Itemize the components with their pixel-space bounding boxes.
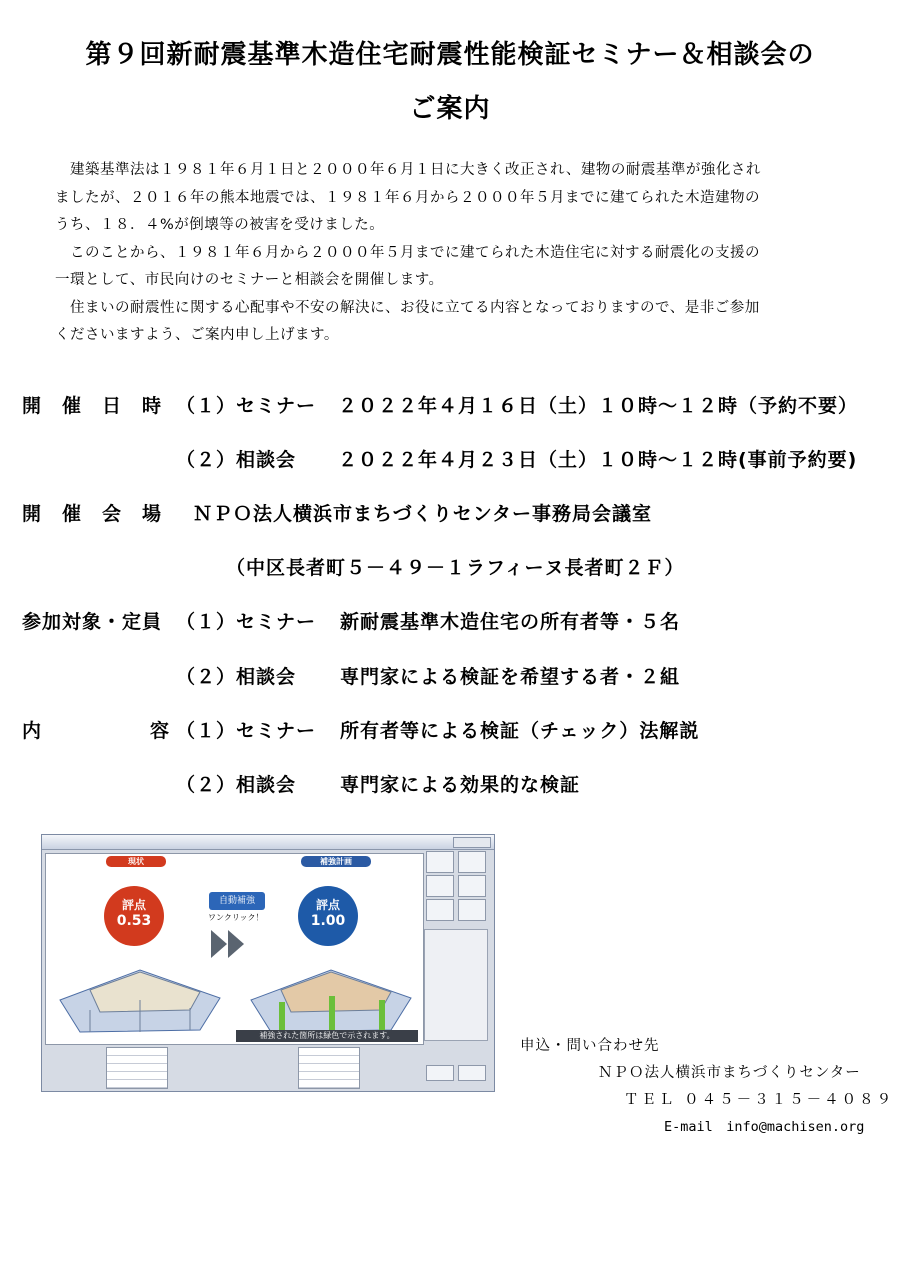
house-frame-before-illustration [50,950,230,1040]
tool-button [458,1065,486,1081]
current-state-tag [106,856,166,867]
intro-line: くださいますよう、ご案内申し上げます。 [55,327,339,343]
intro-line: 一環として、市民向けのセミナーと相談会を開催します。 [55,272,444,288]
content-seminar-item: （１）セミナー [176,720,317,742]
comparison-panel [45,853,424,1045]
score-after-disk [298,886,358,946]
dates-consult-value: ２０２２年４月２３日（土）１０時～１２時(事前予約要) [338,449,858,471]
intro-line: 住まいの耐震性に関する心配事や不安の解決に、お役に立てる内容となっておりますので、是非ご参加 [55,299,760,316]
dates-seminar-value: ２０２２年４月１６日（土）１０時～１２時（予約不要） [338,395,859,417]
house-frame-after-illustration [241,950,421,1040]
tool-button [426,875,454,897]
intro-line: ましたが、２０１６年の熊本地震では、１９８１年６月から２０００年５月までに建てられた木造建物の [55,189,760,206]
result-table [106,1047,168,1089]
contact-phone: ＴＥＬ ０４５－３１５－４０８９ [624,1092,895,1108]
score-after-value: 1.00 [310,913,346,929]
dates-label: 開 催 日 時 [22,395,163,417]
page-title-line1: 第９回新耐震基準木造住宅耐震性能検証セミナー＆相談会の [85,40,815,70]
target-seminar-value: 新耐震基準木造住宅の所有者等・５名 [340,611,681,633]
venue-value: ＮＰＯ法人横浜市まちづくりセンター事務局会議室 [193,503,653,525]
target-consult-value: 専門家による検証を希望する者・２組 [340,666,681,688]
content-seminar-value: 所有者等による検証（チェック）法解説 [340,720,700,742]
target-label: 参加対象・定員 [22,611,163,633]
venue-label: 開 催 会 場 [22,503,163,525]
auto-reinforce-button: 自動補強 [209,892,265,910]
dates-consult-item: （２）相談会 [176,449,297,471]
score-before-value: 0.53 [116,913,152,929]
plan-tag [301,856,371,867]
content-label-b: 容 [150,720,171,742]
tool-button [458,899,486,921]
intro-line: うち、１８．４%が倒壊等の被害を受けました。 [55,217,385,233]
intro-line: このことから、１９８１年６月から２０００年５月までに建てられた木造住宅に対する耐震化の支援の [55,244,760,261]
plan-label: 補強計画 [320,857,352,866]
intro-text [55,157,855,350]
content-label-a: 内 [22,720,43,742]
page-title-line2: ご案内 [409,94,491,124]
software-screenshot [41,834,495,1092]
window-controls [453,837,491,848]
score-label: 評点 [315,898,340,912]
score-before-disk [104,886,164,946]
contact-email: E-mail info@machisen.org [664,1119,865,1135]
dates-seminar-item: （１）セミナー [176,395,317,417]
tool-button [426,1065,454,1081]
tool-sidebar [422,849,490,1085]
tool-button [426,851,454,873]
reinforcement-note: 補強された箇所は緑色で示されます。 [236,1030,418,1042]
tool-button [458,875,486,897]
intro-line: 建築基準法は１９８１年６月１日と２０００年６月１日に大きく改正され、建物の耐震基準が強化され [55,162,761,178]
content-consult-value: 専門家による効果的な検証 [340,774,581,796]
options-panel [424,929,488,1041]
target-seminar-item: （１）セミナー [176,611,317,633]
contact-organization: ＮＰＯ法人横浜市まちづくりセンター [598,1065,861,1081]
one-click-caption: ワンクリック！ [208,913,264,922]
venue-address: （中区長者町５－４９－１ラフィーヌ長者町２Ｆ） [226,557,685,579]
window-titlebar [42,835,494,850]
tool-button [426,899,454,921]
score-label: 評点 [121,898,146,912]
tool-button [458,851,486,873]
target-consult-item: （２）相談会 [176,666,297,688]
current-state-label: 現状 [128,857,144,866]
result-table [298,1047,360,1089]
contact-heading: 申込・問い合わせ先 [520,1038,660,1054]
content-consult-item: （２）相談会 [176,774,297,796]
